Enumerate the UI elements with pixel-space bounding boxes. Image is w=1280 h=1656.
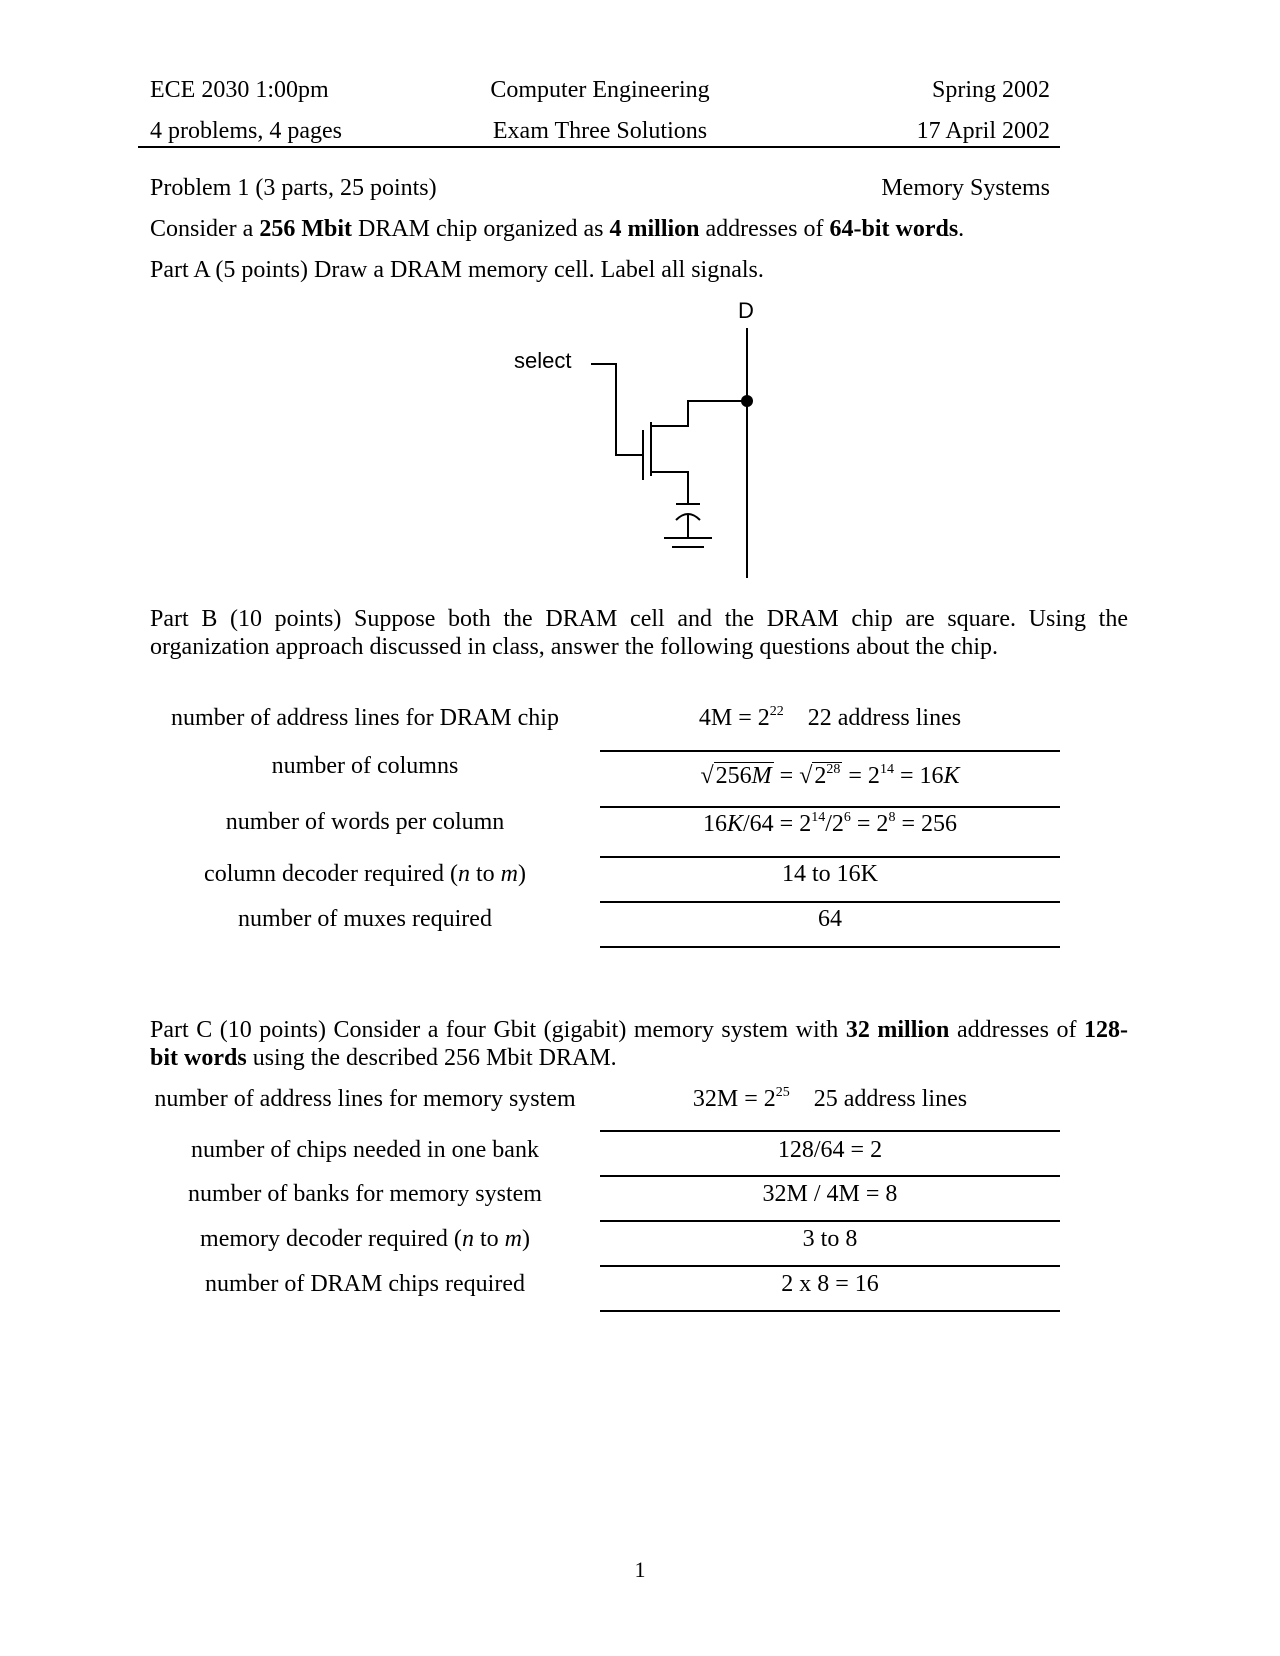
part-b-row-2-value: $√256M = √2^{28} = 2^{14} = 16K$ (700, 762, 960, 789)
part-c-row-3-label: number of banks for memory system (188, 1181, 542, 1207)
part-b-rule-1 (600, 750, 1060, 752)
part-c-rule-5 (600, 1310, 1060, 1312)
part-c-rule-2 (600, 1175, 1060, 1177)
c-row4-label-mid: to (473, 1226, 505, 1252)
header-course: ECE 2030 1:00pm (150, 77, 329, 103)
row3-k: K (727, 811, 744, 837)
intro-text-3: addresses of (699, 216, 830, 242)
select-wire (591, 364, 643, 455)
part-c-rule-4 (600, 1265, 1060, 1267)
header-date: 17 April 2002 (916, 118, 1050, 144)
part-b-row-5-value: 64 (818, 906, 842, 932)
junction-dot (741, 395, 753, 407)
row4-label-n: n (457, 861, 470, 887)
row3-d: = 2 (850, 811, 889, 837)
row1-exp: 22 (769, 704, 784, 719)
row4-label-post: ) (517, 861, 526, 887)
row2-eq3: = 16 (893, 763, 944, 789)
part-c-bold-2: 128-bit words (150, 1017, 1128, 1071)
intro-bold-3: 64-bit words (829, 216, 959, 242)
part-c-row-1-label: number of address lines for memory system (154, 1086, 576, 1112)
row3-e: = 256 (895, 811, 957, 837)
row1-base: 4M = 2 (698, 705, 770, 731)
part-c-row-4-label (145, 1225, 585, 1253)
part-c-text-3: using the described 256 Mbit DRAM. (246, 1045, 617, 1071)
row2-exp3: 14 (879, 762, 894, 777)
row2-k: K (943, 763, 960, 789)
part-c-row-5-value: 2 x 8 = 16 (781, 1271, 879, 1297)
row2-r1-unit: M (751, 763, 772, 789)
header-semester: Spring 2002 (931, 77, 1050, 103)
row1-rest: 22 address lines (807, 705, 962, 731)
part-b-row-3-label: number of words per column (225, 809, 505, 835)
part-c-row-1-value (600, 1085, 1060, 1113)
select-label: select (514, 348, 572, 373)
part-b-prompt: Part B (10 points) Suppose both the DRAM cell and the DRAM chip are square. Using the organization approach discussed in class, answer the following questions about the chip. (150, 606, 1128, 660)
part-c-rule-3 (600, 1220, 1060, 1222)
c-row4-label-m: m (504, 1226, 522, 1252)
row4-label-pre: column decoder required ( (204, 861, 458, 887)
part-c-text-2: addresses of (949, 1017, 1084, 1043)
data-line-label: D (738, 298, 754, 323)
part-c-text-1: Part C (10 points) Consider a four Gbit (gigabit) memory system with (150, 1017, 846, 1043)
c-row4-label-n: n (461, 1226, 474, 1252)
intro-bold-1: 256 Mbit (259, 216, 352, 242)
c-row1-base: 32M = 2 (692, 1086, 776, 1112)
row2-eq1: = (773, 763, 800, 789)
row2-r2: 2 (814, 763, 827, 789)
part-c-row-4-value: 3 to 8 (802, 1226, 858, 1252)
part-b-row-5-label: number of muxes required (238, 906, 492, 932)
header-rule (138, 146, 1060, 148)
part-b-rule-5 (600, 946, 1060, 948)
problem-title: Problem 1 (3 parts, 25 points) (150, 175, 437, 201)
row3-a: 16 (703, 811, 727, 837)
part-b-row-4-label (145, 860, 585, 888)
row3-b: /64 = 2 (743, 811, 812, 837)
intro-text-4: . (958, 216, 965, 242)
part-b-row-3-value (600, 810, 1060, 838)
transistor-source (651, 472, 688, 504)
problem-intro (150, 215, 964, 243)
part-c-row-2-label: number of chips needed in one bank (191, 1137, 539, 1163)
part-c-row-2-value: 128/64 = 2 (777, 1137, 883, 1163)
row4-label-m: m (500, 861, 518, 887)
intro-bold-2: 4 million (609, 216, 700, 242)
dram-cell-diagram (500, 296, 780, 586)
row4-label-mid: to (469, 861, 501, 887)
transistor-drain (651, 401, 747, 426)
part-c-row-5-label: number of DRAM chips required (205, 1271, 525, 1297)
row3-d-exp: 8 (888, 810, 896, 825)
intro-text-1: Consider a (150, 216, 260, 242)
problem-topic: Memory Systems (881, 175, 1050, 201)
part-b-row-1-value (600, 704, 1060, 732)
part-b-row-1-label: number of address lines for DRAM chip (171, 705, 559, 731)
intro-text-2: DRAM chip organized as (351, 216, 610, 242)
page-number: 1 (634, 1557, 646, 1582)
row2-r1: 256 (715, 763, 752, 789)
row2-r2-exp: 28 (826, 762, 841, 777)
row3-b-exp: 14 (811, 810, 826, 825)
header-exam-title: Exam Three Solutions (492, 118, 708, 144)
row3-c: /2 (825, 811, 844, 837)
c-row1-rest: 25 address lines (813, 1086, 968, 1112)
row3-c-exp: 6 (843, 810, 851, 825)
part-b-row-4-value: 14 to 16K (782, 861, 878, 887)
part-c-prompt (150, 1016, 1128, 1072)
header-problems: 4 problems, 4 pages (150, 118, 342, 144)
part-b-rule-3 (600, 856, 1060, 858)
part-c-bold-1: 32 million (845, 1017, 950, 1043)
part-b-rule-4 (600, 901, 1060, 903)
header-department: Computer Engineering (490, 77, 710, 103)
part-a-prompt: Part A (5 points) Draw a DRAM memory cell. Label all signals. (150, 257, 764, 283)
c-row1-exp: 25 (775, 1085, 790, 1100)
part-c-row-3-value: 32M / 4M = 8 (762, 1181, 898, 1207)
part-b-rule-2 (600, 806, 1060, 808)
c-row4-label-pre: memory decoder required ( (200, 1226, 462, 1252)
row2-eq2: = 2 (842, 763, 880, 789)
part-c-rule-1 (600, 1130, 1060, 1132)
c-row4-label-post: ) (521, 1226, 530, 1252)
part-b-row-2-label: number of columns (271, 753, 459, 779)
